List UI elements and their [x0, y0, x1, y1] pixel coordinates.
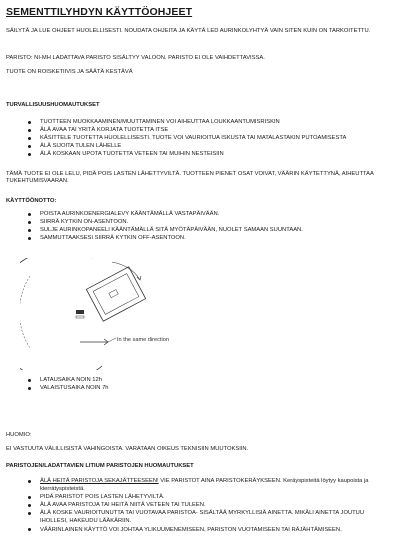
- safety-list: [28, 118, 346, 158]
- setup-list: [28, 210, 303, 242]
- assembly-diagram: [20, 258, 220, 370]
- list-item: ÄLÄ SIJOITA TULEN LÄHELLE: [28, 142, 346, 150]
- list-item: [28, 477, 390, 493]
- list-item: TUOTTEEN MUOKKAAMINEN/MUUTTAMINEN VOI AIHEUTTAA LOUKKAANTUMISRISKIN: [28, 118, 346, 126]
- list-item: PIDÄ PARISTOT POIS LASTEN LÄHETYVILTÄ.: [28, 493, 390, 501]
- rotate-arrow-icon: [112, 262, 140, 280]
- housing-inner-edge: [20, 276, 30, 348]
- list-item: POISTA AURINKOENERGIALEVY KÄÄNTÄMÄLLÄ VASTAPÄIVÄÄN.: [28, 210, 303, 218]
- list-item: LATAUSAIKA NOIN 12h: [28, 376, 109, 384]
- housing-outline: [20, 258, 102, 370]
- list-item: SULJE AURINKOPANEELI KÄÄNTÄMÄLLÄ SITÄ MYÖTÄPÄIVÄÄN, NUOLET SAMAAN SUUNTAAN.: [28, 226, 303, 234]
- diagram-caption: In the same direction: [117, 337, 169, 343]
- list-item: ÄLÄ AVAA TAI YRITÄ KORJATA TUOTETTA ITSE: [28, 126, 346, 134]
- list-item: ÄLÄ KOSKE VAURIOITUNUTTA TAI VUOTAVAA PARISTOA- SISÄLTÄÄ MYRKYLLISIÄ AINETTA. MIKÄLI AINETTA JOUTUU IHOLLESI, HAKEUDU LÄÄKÄRIIN.: [28, 509, 390, 525]
- intro-text: SÄILYTÄ JA LUE OHJEET HUOLELLISESTI. NOUDATA OHJEITA JA KÄYTÄ LED AURINKOLYHTYÄ VAIN SITEN KUIN ON TARKOITETTU.: [6, 28, 371, 34]
- notice-heading: HUOMIO:: [6, 432, 32, 438]
- battery-warnings-list: [28, 477, 390, 534]
- list-item: ÄLÄ KOSKAAN UPOTA TUOTETTA VETEEN TAI MUIHIN NESTEISIIN: [28, 150, 346, 158]
- switch-slot-icon: [109, 290, 118, 298]
- battery-warnings-heading: PARISTOJEN/LADATTAVIEN LITIUM PARISTOJEN HUOMAUTUKSET: [6, 463, 194, 469]
- latch-tab-icon: [76, 310, 84, 314]
- list-item: ÄLÄ AVAA PARISTOJA TAI HEITÄ NIITÄ VETEEN TAI TULEEN.: [28, 501, 390, 509]
- notice-text: EI VASTUUTA VÄLILLISISTÄ VAHINGOISTA. VARATAAN OIKEUS TEKNISIIN MUUTOKSIIN.: [6, 446, 249, 452]
- list-item: SAMMUTTAAKSESI SIIRRÄ KYTKIN OFF-ASENTOON.: [28, 234, 303, 242]
- list-item: KÄSITTELE TUOTETTA HUOLELLISESTI. TUOTE VOI VAURIOITUA ISKUSTA TAI MATALASTAKIN PUTOAMISESTA: [28, 134, 346, 142]
- times-list: [28, 376, 109, 392]
- battery-note: PARISTO: NI-MH LADATTAVA PARISTO SISÄLTYY VALOON. PARISTO EI OLE VAIHDETTAVISSA.: [6, 55, 265, 61]
- list-item-emphasis: ÄLÄ HEITÄ PARISTOJA SEKAJÄTTEESEEN!: [40, 478, 159, 484]
- setup-heading: KÄYTTÖÖNOTTO:: [6, 198, 57, 204]
- list-item: VALAISTUSAIKA NOIN 7h: [28, 384, 109, 392]
- list-item: SIIRRÄ KYTKIN ON-ASENTOON.: [28, 218, 303, 226]
- product-note: TUOTE ON ROISKETIIVIS JA SÄÄTÄ KESTÄVÄ: [6, 69, 133, 75]
- document-title: SEMENTTILYHDYN KÄYTTÖOHJEET: [6, 6, 193, 18]
- safety-warning: TÄMÄ TUOTE EI OLE LELU, PIDÄ POIS LASTEN LÄHETTYVILTÄ. TUOTTEEN PIENET OSAT VOIVAT, VÄÄRIN KÄYTETTYNÄ, AIHEUTTAA TUKEHTUMISVAARAN.: [6, 171, 374, 185]
- safety-heading: TURVALLISUUSHUOMAUTUKSET: [6, 102, 100, 108]
- list-item: VÄÄRINLAINEN KÄYTTÖ VOI JOHTAA YLIKUUMENEMISEEN, PARISTON VUOTAMISEEN TAI RÄJÄHTÄMISEEN.: [28, 526, 390, 534]
- list-item-text: VIE PARISTOT AINA PARISTOKERÄYKSEEN. Keräyspisteitä löytyy kaupoista ja kierrätyspisteistä.: [40, 478, 369, 493]
